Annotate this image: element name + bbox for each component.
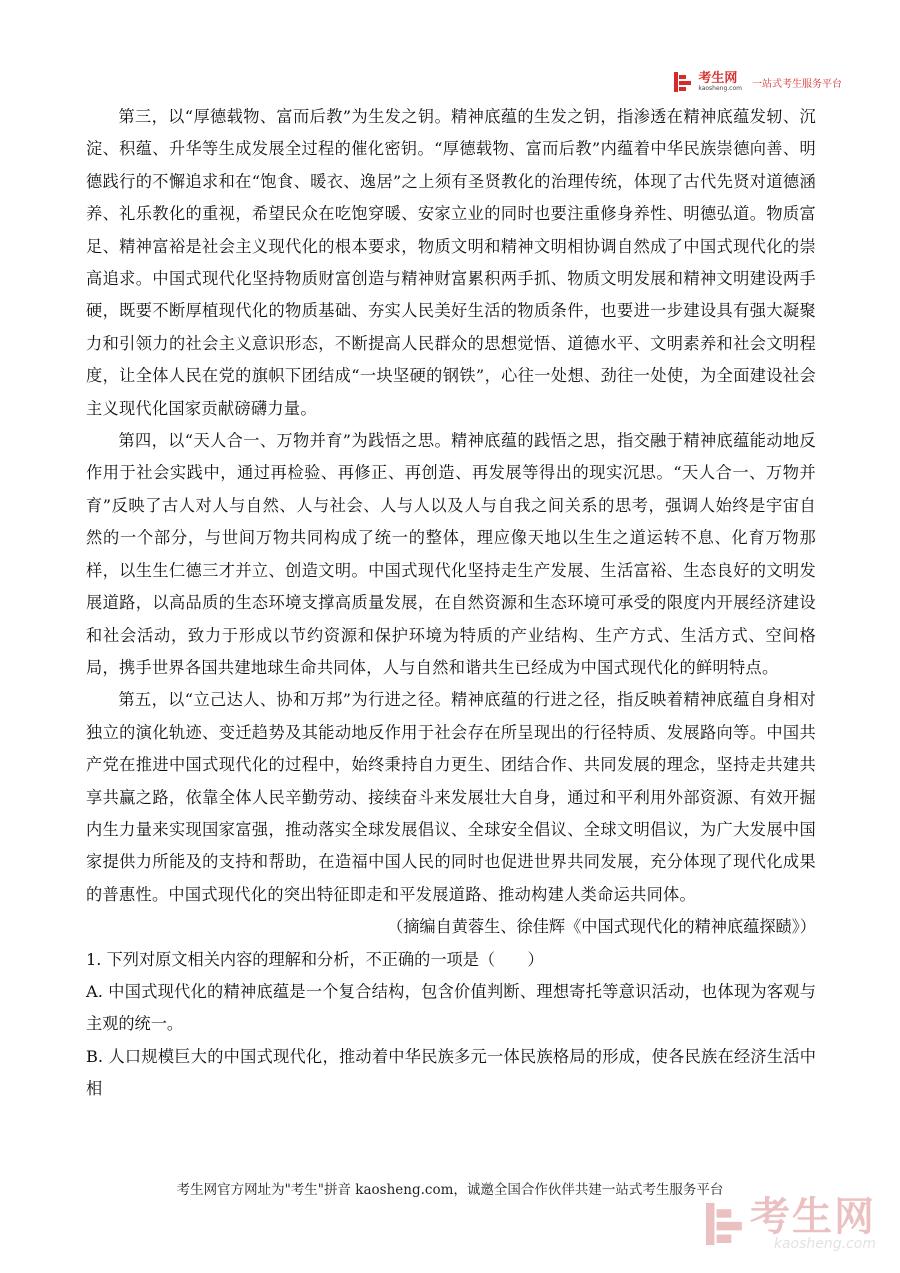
header-logo bbox=[674, 72, 842, 92]
watermark-name: 考生网 bbox=[750, 1194, 876, 1240]
logo-domain: kaosheng.com bbox=[698, 85, 742, 92]
paragraph-third: 第三，以“厚德载物、富而后教”为生发之钥。精神底蕴的生发之钥，指渗透在精神底蕴发轫、沉淀、积蕴、升华等生成发展全过程的催化密钥。“厚德载物、富而后教”内蕴着中华民族崇德向善、明德践行的不懈追求和在“饱食、暖衣、逸居”之上须有圣贤教化的治理传统，体现了古代先贤对道德涵养、礼乐教化的重视，希望民众在吃饱穿暖、安家立业的同时也要注重修身养性、明德弘道。物质富足、精神富裕是社会主义现代化的根本要求，物质文明和精神文明相协调自然成了中国式现代化的崇高追求。中国式现代化坚持物质财富创造与精神财富累积两手抓、物质文明发展和精神文明建设两手硬，既要不断厚植现代化的物质基础、夯实人民美好生活的物质条件，也要进一步建设具有强大凝聚力和引领力的社会主义意识形态，不断提高人民群众的思想觉悟、道德水平、文明素养和社会文明程度，让全体人民在党的旗帜下团结成“一块坚硬的钢铁”，心往一处想、劲往一处使，为全面建设社会主义现代化国家贡献磅礴力量。 bbox=[86, 107, 816, 418]
article-body bbox=[86, 101, 816, 1106]
article-source: （摘编自黄蓉生、徐佳辉《中国式现代化的精神底蕴探赜》） bbox=[387, 917, 816, 937]
page-footer: 考生网官方网址为"考生"拼音 kaosheng.com，诚邀全国合作伙伴共建一站式考生服务平台 bbox=[176, 1182, 724, 1198]
watermark bbox=[706, 1194, 876, 1252]
paragraph-fifth: 第五，以“立己达人、协和万邦”为行进之径。精神底蕴的行进之径，指反映着精神底蕴自身相对独立的演化轨迹、变迁趋势及其能动地反作用于社会存在所呈现出的行径特质、发展路向等。中国共产党在推进中国式现代化的过程中，始终秉持自力更生、团结合作、共同发展的理念，坚持走共建共享共赢之路，依靠全体人民辛勤劳动、接续奋斗来发展壮大自身，通过和平利用外部资源、有效开掘内生力量来实现国家富强，推动落实全球发展倡议、全球安全倡议、全球文明倡议，为广大发展中国家提供力所能及的支持和帮助，在造福中国人民的同时也促进世界共同发展，充分体现了现代化成果的普惠性。中国式现代化的突出特征即走和平发展道路、推动构建人类命运共同体。 bbox=[86, 690, 816, 904]
option-b: B. 人口规模巨大的中国式现代化，推动着中华民族多元一体民族格局的形成，使各民族在经济生活中相 bbox=[86, 1046, 816, 1099]
kaosheng-logo-icon bbox=[674, 72, 692, 92]
header-slogan: 一站式考生服务平台 bbox=[752, 78, 842, 90]
watermark-logo-icon bbox=[706, 1202, 744, 1246]
option-a: A. 中国式现代化的精神底蕴是一个复合结构，包含价值判断、理想寄托等意识活动，也体现为客观与主观的统一。 bbox=[86, 981, 816, 1034]
logo-name: 考生网 bbox=[698, 71, 738, 86]
watermark-domain: kaosheng.com bbox=[773, 1236, 876, 1252]
question-stem: 1. 下列对原文相关内容的理解和分析，不正确的一项是（ ） bbox=[86, 949, 544, 969]
paragraph-fourth: 第四，以“天人合一、万物并育”为践悟之思。精神底蕴的践悟之思，指交融于精神底蕴能动地反作用于社会实践中，通过再检验、再修正、再创造、再发展等得出的现实沉思。“天人合一、万物并育”反映了古人对人与自然、人与社会、人与人以及人与自我之间关系的思考，强调人始终是宇宙自然的一个部分，与世间万物共同构成了统一的整体，理应像天地以生生之道运转不息、化育万物那样，以生生仁德三才并立、创造文明。中国式现代化坚持走生产发展、生活富裕、生态良好的文明发展道路，以高品质的生态环境支撑高质量发展，在自然资源和生态环境可承受的限度内开展经济建设和社会活动，致力于形成以节约资源和保护环境为特质的产业结构、生产方式、生活方式、空间格局，携手世界各国共建地球生命共同体，人与自然和谐共生已经成为中国式现代化的鲜明特点。 bbox=[86, 431, 816, 677]
